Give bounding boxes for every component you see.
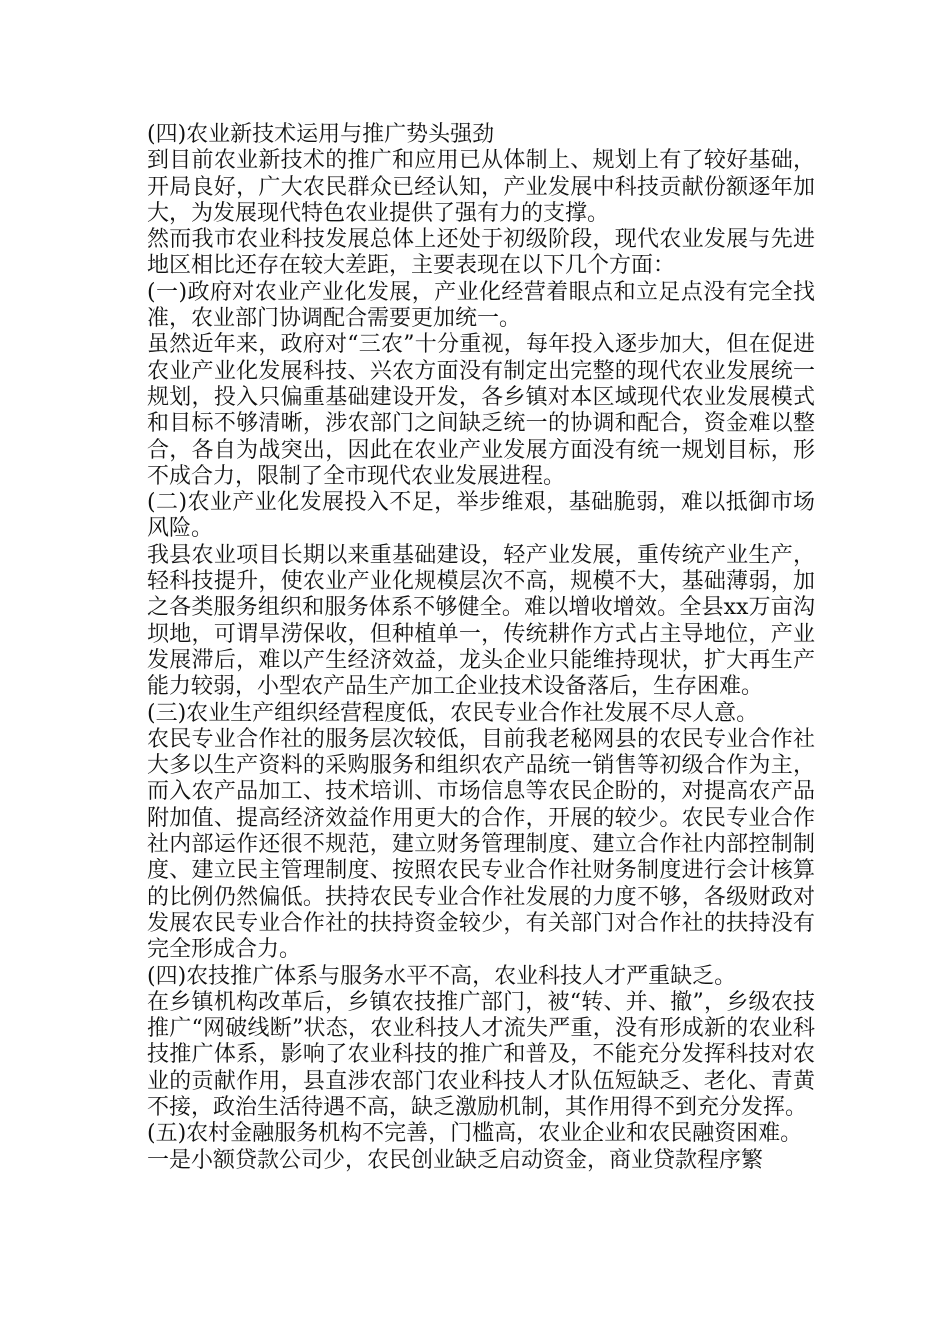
paragraph-finance: 一是小额贷款公司少，农民创业缺乏启动资金，商业贷款程序繁 [147,1147,764,1173]
section-heading-4-tech: (四)农业新技术运用与推广势头强劲 [147,122,495,147]
section-heading-4-extension: (四)农技推广体系与服务水平不高，农业科技人才严重缺乏。 [147,963,737,989]
section-heading-3-cooperatives: (三)农业生产组织经营程度低，农民专业合作社发展不尽人意。 [147,700,759,726]
paragraph-investment: 我县农业项目长期以来重基础建设，轻产业发展，重传统产业生产，轻科技提升，使农业产业化规模层次不高，规模不大，基础薄弱，加之各类服务组织和服务体系不够健全。难以增收增效。全县xx万亩沟坝地，可谓旱涝保收，但种植单一，传统耕作方式占主导地位，产业发展滞后，难以产生经济效益，龙头企业只能维持现状，扩大再生产能力较弱，小型农产品生产加工企业技术设备落后，生存困难。 [147,542,815,700]
section-heading-1-government: (一)政府对农业产业化发展，产业化经营着眼点和立足点没有完全找准，农业部门协调配合需要更加统一。 [147,279,815,332]
section-heading-5-finance: (五)农村金融服务机构不完善，门槛高，农业企业和农民融资困难。 [147,1121,803,1147]
paragraph-cooperatives: 农民专业合作社的服务层次较低，目前我老秘网县的农民专业合作社大多以生产资料的采购服务和组织农产品统一销售等初级合作为主，而入农产品加工、技术培训、市场信息等农民企盼的，对提高农产品附加值、提高经济效益作用更大的合作，开展的较少。农民专业合作社内部运作还很不规范，建立财务管理制度、建立合作社内部控制制度、建立民主管理制度、按照农民专业合作社财务制度进行会计核算的比例仍然偏低。扶持农民专业合作社发展的力度不够，各级财政对发展农民专业合作社的扶持资金较少，有关部门对合作社的扶持没有完全形成合力。 [147,726,815,963]
paragraph-extension: 在乡镇机构改革后，乡镇农技推广部门，被“转、并、撤”，乡级农技推广“网破线断”状态，农业科技人才流失严重，没有形成新的农业科技推广体系，影响了农业科技的推广和普及，不能充分发挥科技对农业的贡献作用，县直涉农部门农业科技人才队伍短缺乏、老化、青黄不接，政治生活待遇不高，缺乏激励机制，其作用得不到充分发挥。 [147,989,815,1120]
section-heading-2-investment: (二)农业产业化发展投入不足，举步维艰，基础脆弱，难以抵御市场风险。 [147,490,815,542]
paragraph-tech-progress: 到目前农业新技术的推广和应用已从体制上、规划上有了较好基础，开局良好，广大农民群众已经认知，产业发展中科技贡献份额逐年加大，为发展现代特色农业提供了强有力的支撑。 [147,148,815,226]
paragraph-government: 虽然近年来，政府对“三农”十分重视，每年投入逐步加大，但在促进农业产业化发展科技、兴农方面没有制定出完整的现代农业发展统一规划，投入只偏重基础建设开发，各乡镇对本区域现代农业发展模式和目标不够清晰，涉农部门之间缺乏统一的协调和配合，资金难以整合，各自为战突出，因此在农业产业发展方面没有统一规划目标，形不成合力，限制了全市现代农业发展进程。 [147,332,815,489]
document-body [147,122,815,1174]
paragraph-gap-intro: 然而我市农业科技发展总体上还处于初级阶段，现代农业发展与先进地区相比还存在较大差距，主要表现在以下几个方面： [147,227,815,279]
